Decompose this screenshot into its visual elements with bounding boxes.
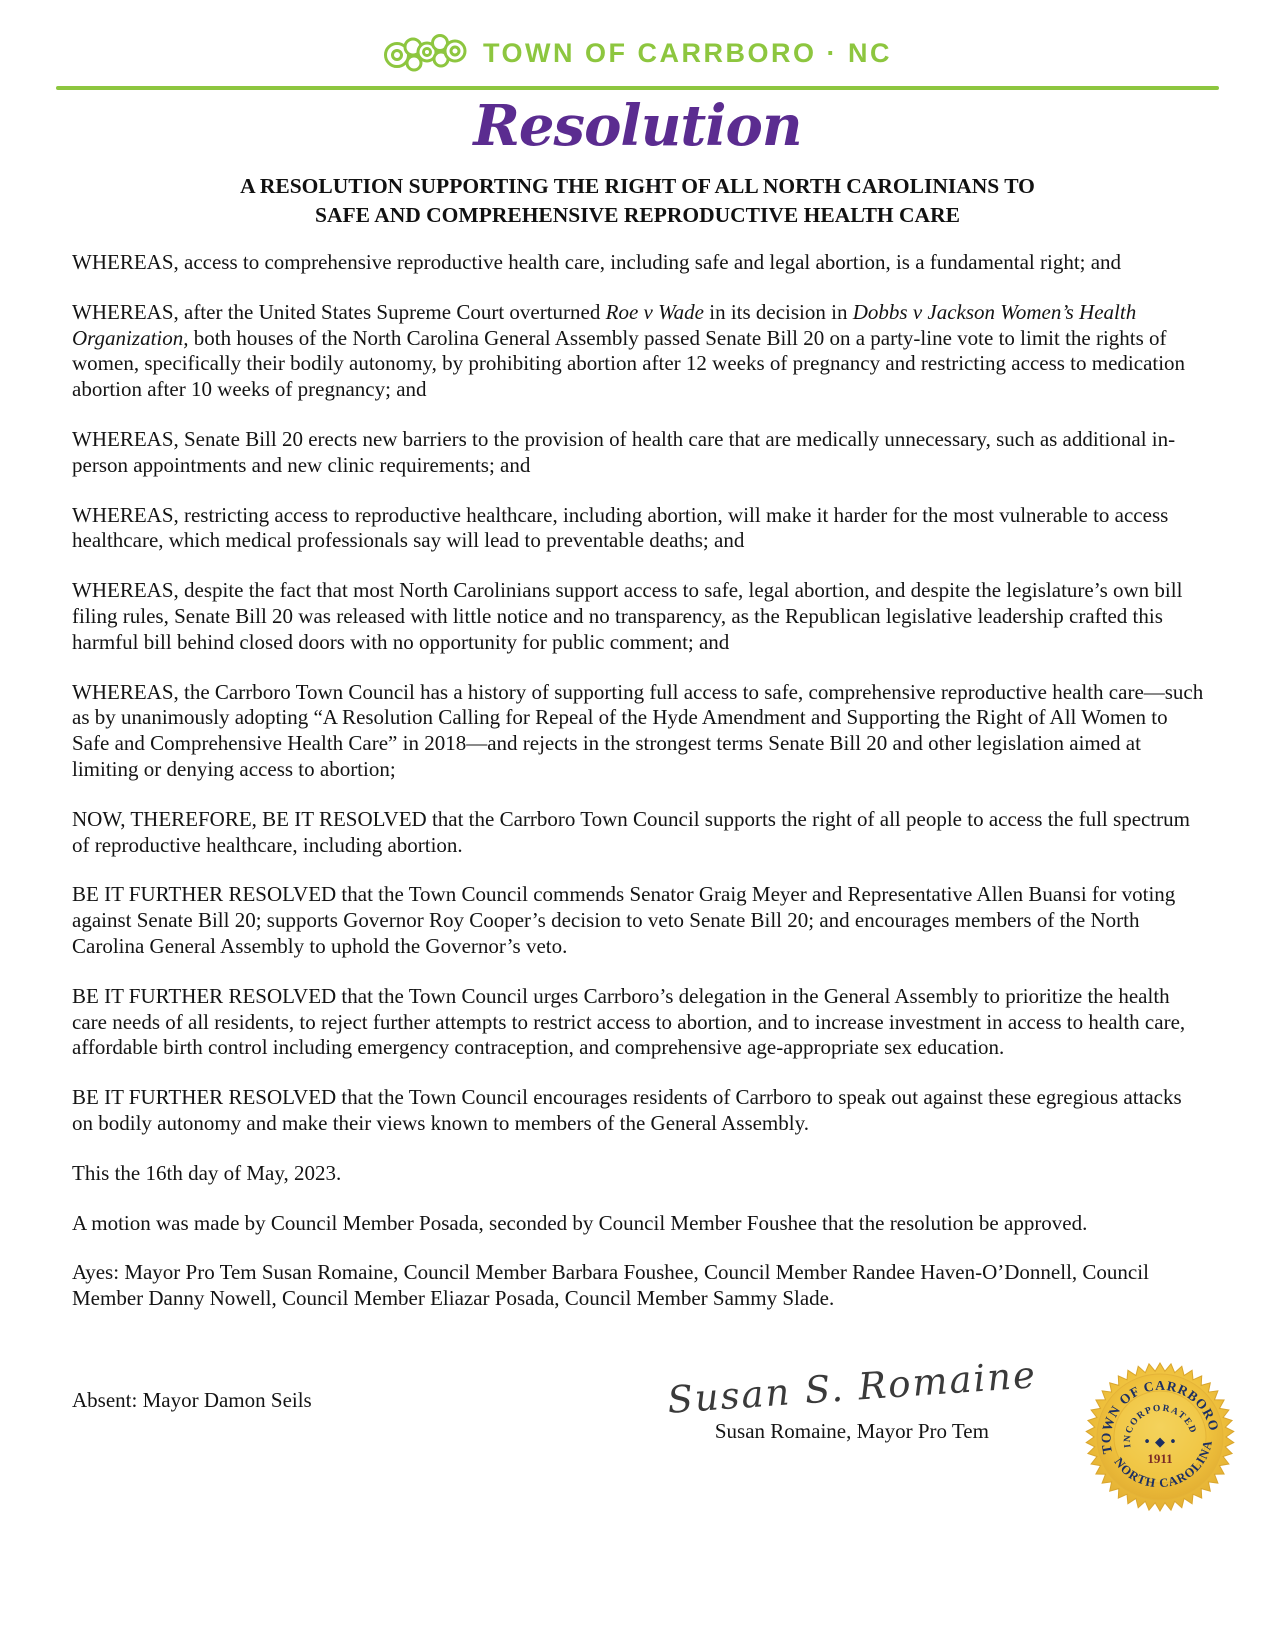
paragraph: BE IT FURTHER RESOLVED that the Town Council commends Senator Graig Meyer and Representative Allen Buansi for voting against Senate Bill 20; supports Governor Roy Cooper’s decision to veto Senate Bill 20; and encourages members of the North Carolina General Assembly to uphold the Governor’s veto. <box>72 882 1176 958</box>
footer-row <box>72 1336 1235 1512</box>
paragraph: WHEREAS, despite the fact that most North Carolinians support access to safe, legal abortion, and despite the legislature’s own bill filing rules, Senate Bill 20 was released with little notice and no transparency, as the Republican legislative leadership crafted this harmful bill behind closed doors with no opportunity for public comment; and <box>72 578 1183 654</box>
document-title <box>0 172 1275 230</box>
green-divider-rule <box>56 86 1219 90</box>
paragraph: A motion was made by Council Member Posada, seconded by Council Member Foushee that the resolution be approved. <box>72 1210 1088 1235</box>
document-title-line2: SAFE AND COMPREHENSIVE REPRODUCTIVE HEALTH CARE <box>315 203 960 227</box>
paragraph: This the 16th day of May, 2023. <box>72 1160 342 1185</box>
paragraph: WHEREAS, the Carrboro Town Council has a history of supporting full access to safe, comprehensive reproductive health care—such as by unanimously adopting “A Resolution Calling for Repeal of the Hyde Amendment and Supporting the Right of All Women to Safe and Comprehensive Health Care” in 2018—and rejects in the strongest terms Senate Bill 20 and other legislation aimed at limiting or denying access to abortion; <box>72 679 1204 781</box>
document-title-line1: A RESOLUTION SUPPORTING THE RIGHT OF ALL NORTH CAROLINIANS TO <box>240 174 1035 198</box>
document-header <box>0 0 1275 82</box>
signer-name-title: Susan Romaine, Mayor Pro Tem <box>714 1418 989 1443</box>
org-name: TOWN OF CARRBORO · NC <box>483 37 892 68</box>
carrboro-bubbles-logo-icon <box>383 24 469 82</box>
seal-arc-bottom-text: NORTH CAROLINA <box>1111 1438 1216 1491</box>
paragraph: WHEREAS, after the United States Supreme Court overturned Roe v Wade in its decision in Dobbs v Jackson Women’s Health Organization, both houses of the North Carolina General Assembly passed Senate Bill 20 on a party-line vote to limit the rights of women, specifically their bodily autonomy, by prohibiting abortion after 12 weeks of pregnancy and restricting access to medication abortion after 10 weeks of pregnancy; and <box>72 299 1186 402</box>
paragraph: Ayes: Mayor Pro Tem Susan Romaine, Council Member Barbara Foushee, Council Member Randee Haven-O’Donnell, Council Member Danny Nowell, Council Member Eliazar Posada, Council Member Sammy Slade. <box>72 1260 1149 1311</box>
paragraph: NOW, THEREFORE, BE IT RESOLVED that the Carrboro Town Council supports the right of all people to access the full spectrum of reproductive healthcare, including abortion. <box>72 806 1190 857</box>
town-seal <box>1085 1362 1235 1512</box>
paragraph: WHEREAS, access to comprehensive reproductive health care, including safe and legal abortion, is a fundamental right; and <box>72 250 1122 274</box>
seal-arc-inner-text: INCORPORATED <box>1122 1403 1198 1449</box>
paragraph: BE IT FURTHER RESOLVED that the Town Council urges Carrboro’s delegation in the General Assembly to prioritize the health care needs of all residents, to reject further attempts to restrict access to abortion, and to increase investment in access to health care, affordable birth control including emergency contraception, and comprehensive age-appropriate sex education. <box>72 983 1186 1060</box>
signature-block <box>665 1353 1039 1444</box>
signature-handwriting: Susan S. Romaine <box>665 1353 1039 1422</box>
town-seal-icon <box>1085 1362 1235 1512</box>
paragraph: BE IT FURTHER RESOLVED that the Town Council encourages residents of Carrboro to speak out against these egregious attacks on bodily autonomy and make their views known to members of the General Assembly. <box>72 1085 1182 1135</box>
banner-title: Resolution <box>473 93 802 159</box>
absent-line: Absent: Mayor Damon Seils <box>72 1387 312 1412</box>
seal-arc-top-text: TOWN OF CARRBORO <box>1098 1377 1222 1456</box>
body-paragraphs <box>72 250 1205 1312</box>
paragraph: WHEREAS, restricting access to reproductive healthcare, including abortion, will make it harder for the most vulnerable to access healthcare, which medical professionals say will lead to preventable deaths; and <box>72 502 1169 553</box>
paragraph: WHEREAS, Senate Bill 20 erects new barriers to the provision of health care that are medically unnecessary, such as additional in-person appointments and new clinic requirements; and <box>72 426 1176 477</box>
seal-center-dots: • ◆ • <box>1143 1434 1177 1450</box>
seal-year: 1911 <box>1147 1450 1173 1466</box>
